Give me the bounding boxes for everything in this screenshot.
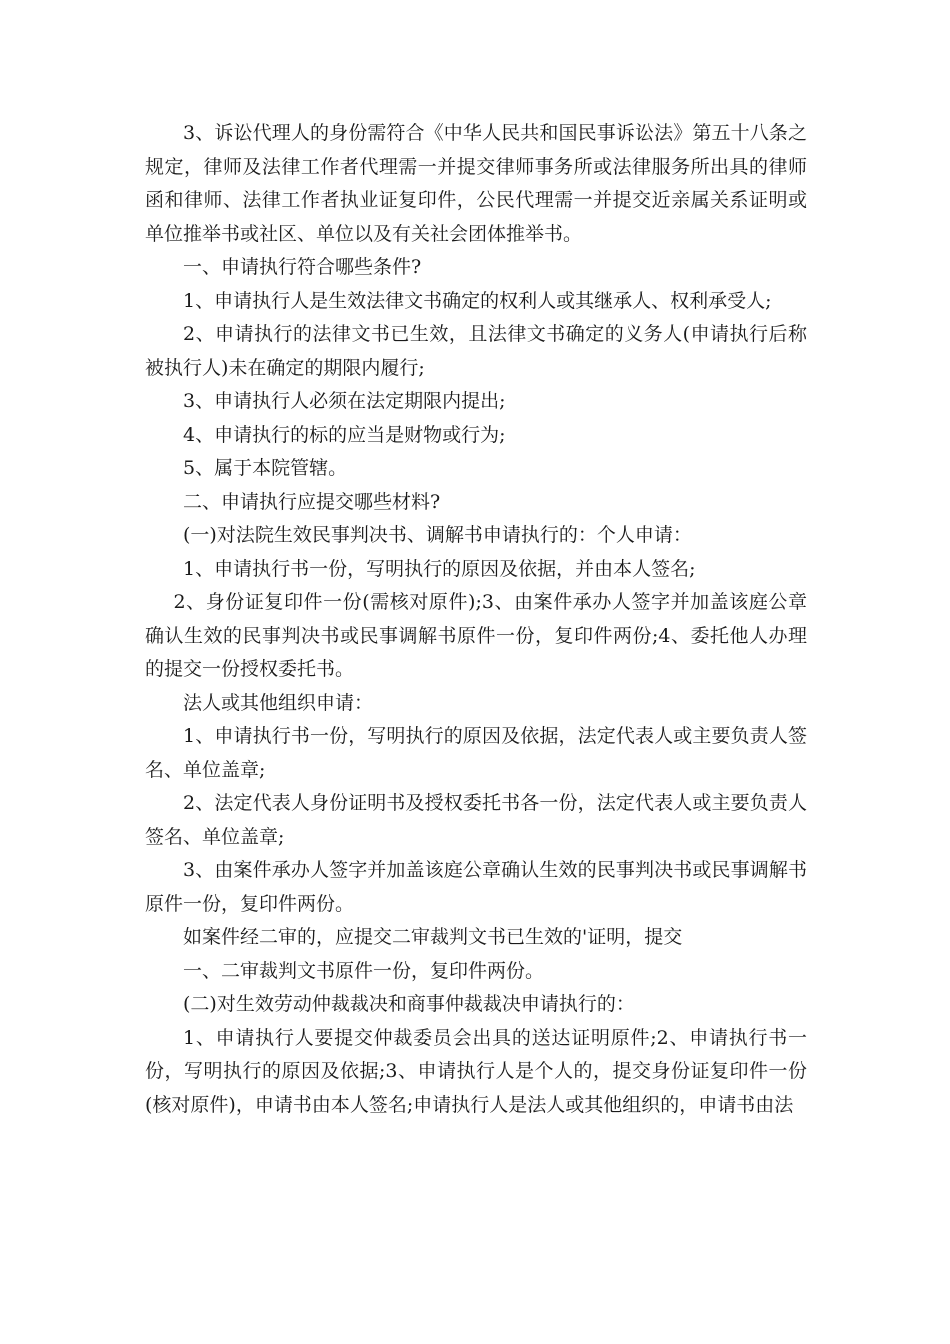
paragraph-condition-4: 4、申请执行的标的应当是财物或行为; bbox=[183, 423, 506, 446]
paragraph-legal-person-2: 2、法定代表人身份证明书及授权委托书各一份，法定代表人或主要负责人签名、单位盖章; bbox=[145, 792, 807, 848]
heading-conditions: 一、申请执行符合哪些条件? bbox=[183, 256, 422, 278]
paragraph-arbitration-1: 1、申请执行人要提交仲裁委员会出具的送达证明原件;2、申请执行书一份，写明执行的原因及依据;3、申请执行人是个人的，提交身份证复印件一份(核对原件)，申请书由本人签名;申请执行人是法人或其他组织的，申请书由法 bbox=[145, 1026, 807, 1116]
subheading-civil-judgment: (一)对法院生效民事判决书、调解书申请执行的：个人申请： bbox=[183, 524, 692, 546]
paragraph-second-instance-docs: 一、二审裁判文书原件一份，复印件两份。 bbox=[183, 959, 545, 982]
subheading-arbitration: (二)对生效劳动仲裁裁决和商事仲裁裁决申请执行的： bbox=[183, 993, 635, 1015]
subheading-legal-person: 法人或其他组织申请： bbox=[183, 691, 374, 714]
paragraph-legal-person-3: 3、由案件承办人签字并加盖该庭公章确认生效的民事判决书或民事调解书原件一份，复印件两份。 bbox=[145, 859, 807, 915]
paragraph-condition-1: 1、申请执行人是生效法律文书确定的权利人或其继承人、权利承受人; bbox=[183, 289, 772, 312]
paragraph-condition-3: 3、申请执行人必须在法定期限内提出; bbox=[183, 390, 506, 412]
heading-materials: 二、申请执行应提交哪些材料? bbox=[183, 490, 441, 513]
paragraph-condition-5: 5、属于本院管辖。 bbox=[183, 457, 348, 479]
paragraph-condition-2: 2、申请执行的法律文书已生效，且法律文书确定的义务人(申请执行后称被执行人)未在确定的期限内履行; bbox=[145, 323, 807, 379]
paragraph-second-instance: 如案件经二审的，应提交二审裁判文书已生效的'证明，提交 bbox=[183, 926, 683, 948]
document-body bbox=[145, 117, 807, 1122]
paragraph-individual-2: 2、身份证复印件一份(需核对原件);3、由案件承办人签字并加盖该庭公章确认生效的民事判决书或民事调解书原件一份，复印件两份;4、委托他人办理的提交一份授权委托书。 bbox=[145, 591, 807, 680]
paragraph-individual-1: 1、申请执行书一份，写明执行的原因及依据，并由本人签名; bbox=[183, 557, 696, 580]
paragraph-agent-identity: 3、诉讼代理人的身份需符合《中华人民共和国民事诉讼法》第五十八条之规定，律师及法律工作者代理需一并提交律师事务所或法律服务所出具的律师函和律师、法律工作者执业证复印件，公民代理需一并提交近亲属关系证明或单位推举书或社区、单位以及有关社会团体推举书。 bbox=[145, 122, 807, 245]
paragraph-legal-person-1: 1、申请执行书一份，写明执行的原因及依据，法定代表人或主要负责人签名、单位盖章; bbox=[145, 725, 807, 781]
